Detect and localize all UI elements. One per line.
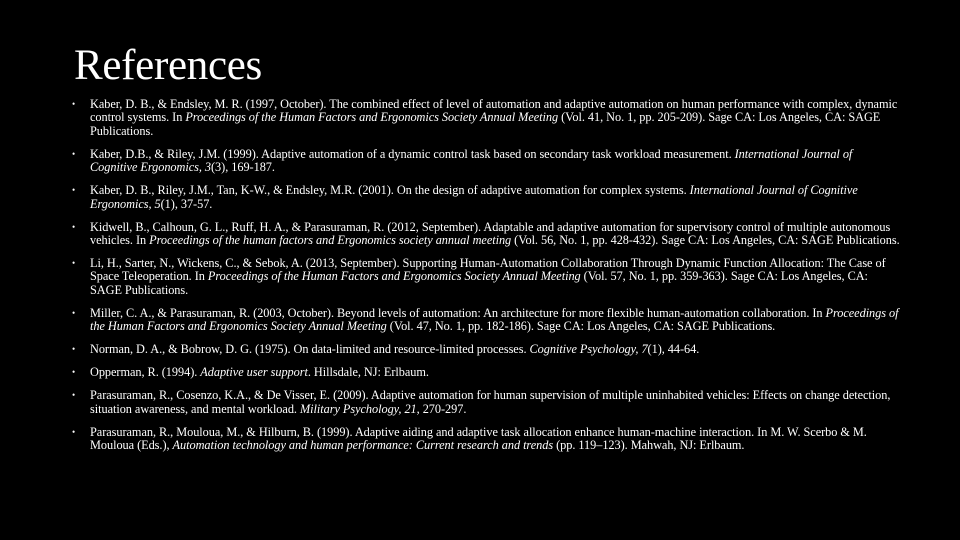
reference-text: (3), 169-187. [211, 160, 275, 175]
reference-item [70, 366, 900, 379]
reference-text: (Vol. 47, No. 1, pp. 182-186). Sage CA: Los Angeles, CA: SAGE Publications. [386, 319, 776, 334]
reference-text: Kaber, D.B., & Riley, J.M. (1999). Adaptive automation of a dynamic control task based on secondary task workload measurement. [90, 146, 735, 161]
reference-italic-text: International Journal of Cognitive Ergonomics, 3 [90, 146, 853, 175]
reference-italic-text: International Journal of Cognitive Ergonomics, 5 [90, 183, 858, 211]
reference-item [70, 389, 900, 416]
reference-text: Miller, C. A., & Parasuraman, R. (2003, October). Beyond levels of automation: An architecture for more flexible human-automation collaboration. In [90, 305, 826, 320]
bullet-icon: • [72, 367, 76, 378]
reference-text: 270-297. [419, 401, 467, 416]
bullet-icon: • [72, 307, 76, 318]
bullet-icon: • [72, 258, 76, 269]
reference-item [70, 221, 900, 248]
reference-text: (pp. 119–123). Mahwah, NJ: Erlbaum. [553, 438, 745, 453]
reference-item [70, 257, 900, 297]
reference-text: Kaber, D. B., Riley, J.M., Tan, K-W., & Endsley, M.R. (2001). On the design of adaptive automation for complex systems. [90, 183, 690, 198]
reference-text: Norman, D. A., & Bobrow, D. G. (1975). On data-limited and resource-limited processes. [90, 342, 530, 357]
reference-italic-text: Proceedings of the Human Factors and Ergonomics Society Annual Meeting [207, 269, 581, 284]
bullet-icon: • [72, 185, 76, 196]
reference-italic-text: Adaptive user support [200, 365, 308, 380]
bullet-icon: • [72, 148, 76, 159]
reference-text: (Vol. 57, No. 1, pp. 359-363). Sage CA: Los Angeles, CA: SAGE Publications. [90, 269, 868, 297]
reference-item [70, 184, 900, 211]
reference-text: Parasuraman, R., Cosenzo, K.A., & De Visser, E. (2009). Adaptive automation for human supervision of multiple uninhabited vehicles: Effects on change detection, situation awareness, and mental workload. [90, 388, 891, 416]
reference-text: Kidwell, B., Calhoun, G. L., Ruff, H. A., & Parasuraman, R. (2012, September). Adaptable and adaptive automation for supervisory control of multiple autonomous vehicles. In [90, 219, 891, 248]
reference-text: (1), 37-57. [160, 196, 213, 211]
page-title: References [74, 42, 262, 89]
reference-text: Opperman, R. (1994). [90, 365, 201, 380]
bullet-icon: • [72, 221, 76, 232]
reference-item [70, 343, 900, 356]
reference-italic-text: Cognitive Psychology, 7 [529, 342, 648, 357]
reference-text: Kaber, D. B., & Endsley, M. R. (1997, October). The combined effect of level of automation and adaptive automation on human performance with complex, dynamic control systems. In [90, 97, 898, 125]
bullet-icon: • [72, 426, 76, 437]
reference-item [70, 148, 900, 175]
reference-text: (1), 44-64. [647, 342, 700, 357]
reference-italic-text: Military Psychology, 21, [299, 401, 420, 416]
bullet-icon: • [72, 99, 76, 109]
reference-italic-text: Proceedings of the Human Factors and Ergonomics Society Annual Meeting [185, 110, 559, 125]
reference-text: . Hillsdale, NJ: Erlbaum. [307, 365, 429, 380]
reference-text: Li, H., Sarter, N., Wickens, C., & Sebok, A. (2013, September). Supporting Human-Automation Collaboration Through Dynamic Function Allocation: The Case of Space Teleoperation. In [90, 256, 886, 284]
reference-item [70, 98, 900, 138]
reference-text: Parasuraman, R., Mouloua, M., & Hilburn, B. (1999). Adaptive aiding and adaptive task allocation enhance human-machine interaction. In M. W. Scerbo & M. Mouloua (Eds.), [90, 424, 867, 453]
bullet-icon: • [72, 390, 76, 401]
reference-list [70, 98, 900, 462]
bullet-icon: • [72, 344, 76, 355]
reference-italic-text: Automation technology and human performance: Current research and trends [172, 438, 554, 453]
reference-item [70, 426, 900, 453]
reference-text: (Vol. 41, No. 1, pp. 205-209). Sage CA: Los Angeles, CA: SAGE Publications. [90, 110, 881, 138]
reference-item [70, 307, 900, 334]
reference-italic-text: Proceedings of the Human Factors and Ergonomics Society Annual Meeting [90, 305, 899, 334]
reference-italic-text: Proceedings of the human factors and Ergonomics society annual meeting [149, 233, 512, 248]
reference-text: (Vol. 56, No. 1, pp. 428-432). Sage CA: Los Angeles, CA: SAGE Publications. [511, 233, 900, 248]
